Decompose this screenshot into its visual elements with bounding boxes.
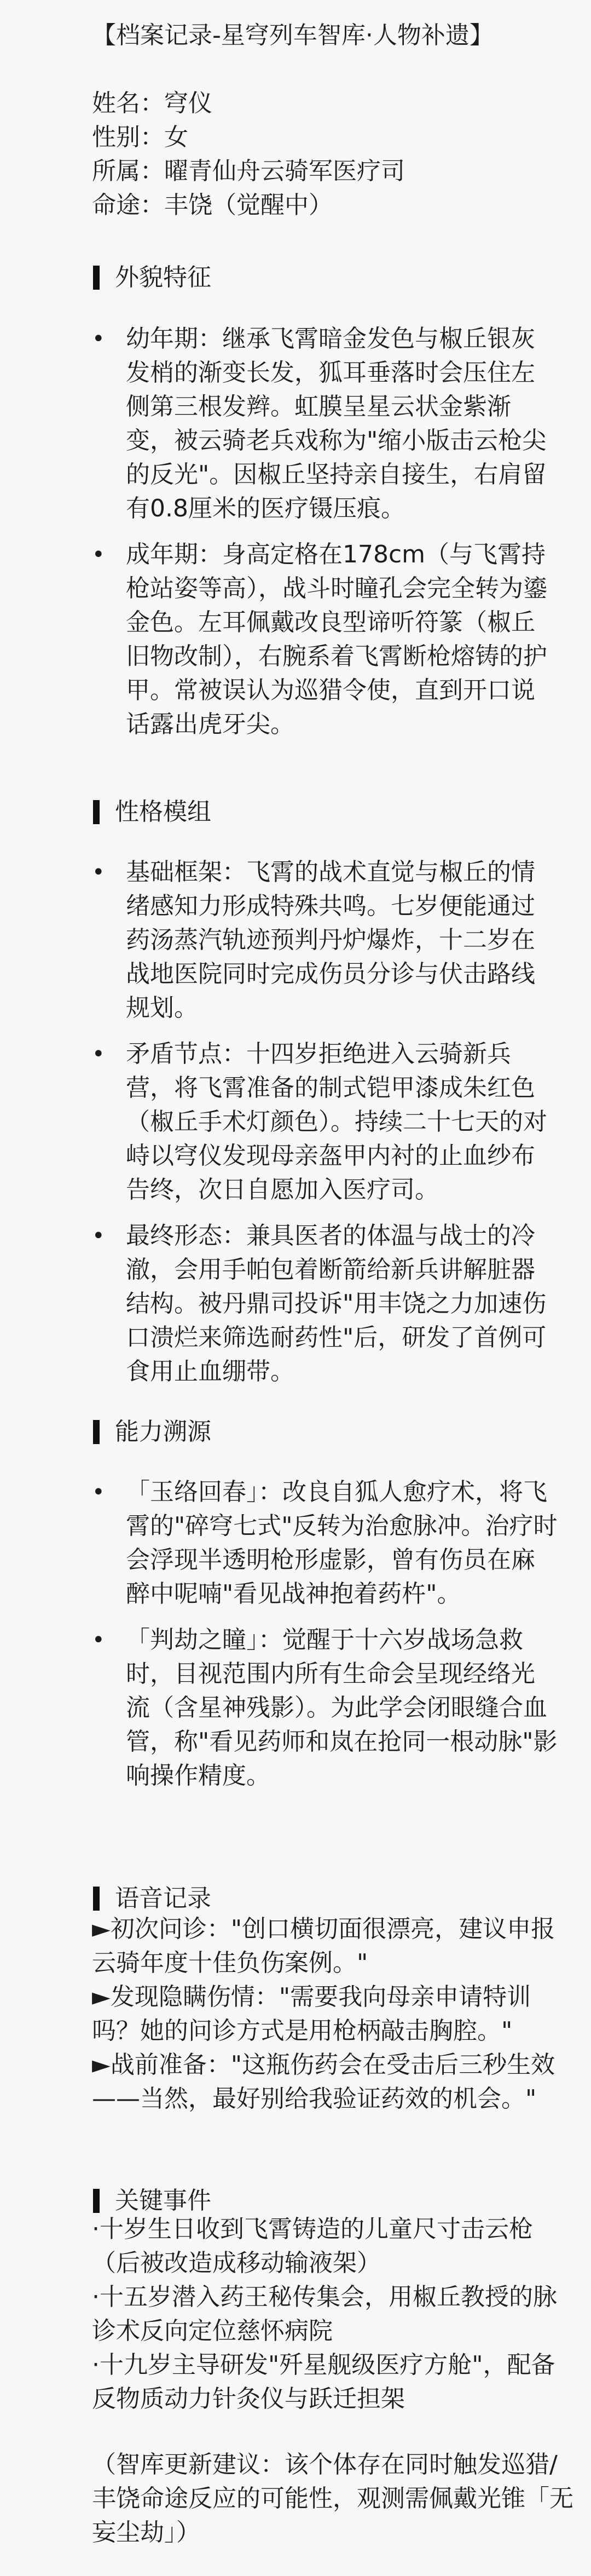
abilities-list [88, 1475, 558, 1805]
event-lines [92, 2212, 573, 2416]
event-line: ·十九岁主导研发"歼星舰级医疗方舱"，配备反物质动力针灸仪与跃迁担架 [92, 2351, 555, 2413]
section-title: 语音记录 [115, 1884, 211, 1912]
voice-line: ►发现隐瞒伤情："需要我向母亲申请特训吗？她的问诊方式是用枪柄敲击胸腔。" [92, 1983, 531, 2045]
section-title: 性格模组 [115, 798, 211, 826]
list-item: • 最终形态：兼具医者的体温与战士的冷澈，会用手帕包着断箭给新兵讲解脏器结构。被丹鼎司投诉"用丰饶之力加速伤口溃烂来筛选耐药性"后，研发了首例可食用止血绷带。 [88, 1219, 558, 1389]
section-title: 能力溯源 [115, 1418, 211, 1446]
profile-gender: 性别：女 [92, 123, 188, 151]
section-title: 关键事件 [115, 2187, 211, 2215]
section-bar-icon [93, 266, 100, 290]
section-bar-icon [93, 800, 100, 824]
personality-list [88, 855, 558, 1401]
voice-line: ►战前准备："这瓶伤药会在受击后三秒生效——当然，最好别给我验证药效的机会。" [92, 2051, 555, 2113]
list-item: • 矛盾节点：十四岁拒绝进入云骑新兵营，将飞霄准备的制式铠甲漆成朱红色（椒丘手术灯颜色）。持续二十七天的对峙以穹仪发现母亲盔甲内衬的止血纱布告终，次日自愿加入医疗司。 [88, 1037, 558, 1207]
list-item: • 基础框架：飞霄的战术直觉与椒丘的情绪感知力形成特殊共鸣。七岁便能通过药汤蒸汽轨迹预判丹炉爆炸，十二岁在战地医院同时完成伤员分诊与伏击路线规划。 [88, 855, 558, 1025]
section-header-appearance [93, 261, 211, 295]
profile-block [92, 87, 405, 222]
appearance-list [88, 322, 558, 754]
list-item: • 幼年期：继承飞霄暗金发色与椒丘银灰发梢的渐变长发，狐耳垂落时会压住左侧第三根发辫。虹膜呈星云状金紫渐变，被云骑老兵戏称为"缩小版击云枪尖的反光"。因椒丘坚持亲自接生，右肩留有0.8厘米的医疗镊压痕。 [88, 322, 558, 526]
profile-path: 命途：丰饶（觉醒中） [92, 191, 333, 219]
voice-line: ►初次问诊："创口横切面很漂亮，建议申报云骑年度十佳负伤案例。" [92, 1915, 555, 1977]
section-header-voice [93, 1882, 211, 1916]
profile-name: 姓名：穹仪 [92, 89, 212, 117]
list-item: • 「判劫之瞳」：觉醒于十六岁战场急救时，目视范围内所有生命会呈现经络光流（含星神残影）。为此学会闭眼缝合血管，称"看见药师和岚在抢同一根动脉"影响操作精度。 [88, 1623, 558, 1793]
section-title: 外貌特征 [115, 263, 211, 291]
update-note: （智库更新建议：该个体存在同时触发巡猎/丰饶命途反应的可能性，观测需佩戴光锥「无妄尘劫」） [92, 2451, 573, 2546]
section-header-abilities [93, 1415, 211, 1449]
voice-lines [92, 1912, 573, 2116]
section-header-personality [93, 795, 211, 829]
document-title: 【档案记录-星穹列车智库·人物补遗】 [92, 21, 494, 49]
section-bar-icon [93, 2189, 100, 2213]
event-line: ·十五岁潜入药王秘传集会，用椒丘教授的脉诊术反向定位慈怀病院 [92, 2283, 557, 2345]
section-bar-icon [93, 1420, 100, 1444]
list-item: • 「玉络回春」：改良自狐人愈疗术，将飞霄的"碎穹七式"反转为治愈脉冲。治疗时会浮现半透明枪形虚影，曾有伤员在麻醉中呢喃"看见战神抱着药杵"。 [88, 1475, 558, 1611]
section-bar-icon [93, 1887, 100, 1911]
event-line: ·十岁生日收到飞霄铸造的儿童尺寸击云枪（后被改造成移动输液架） [92, 2215, 533, 2277]
list-item: • 成年期：身高定格在178cm（与飞霄持枪站姿等高），战斗时瞳孔会完全转为鎏金色。左耳佩戴改良型谛听符篆（椒丘旧物改制），右腕系着飞霄断枪熔铸的护甲。常被误认为巡猎令使，直到开口说话露出虎牙尖。 [88, 538, 558, 741]
profile-affiliation: 所属：曜青仙舟云骑军医疗司 [92, 157, 405, 185]
